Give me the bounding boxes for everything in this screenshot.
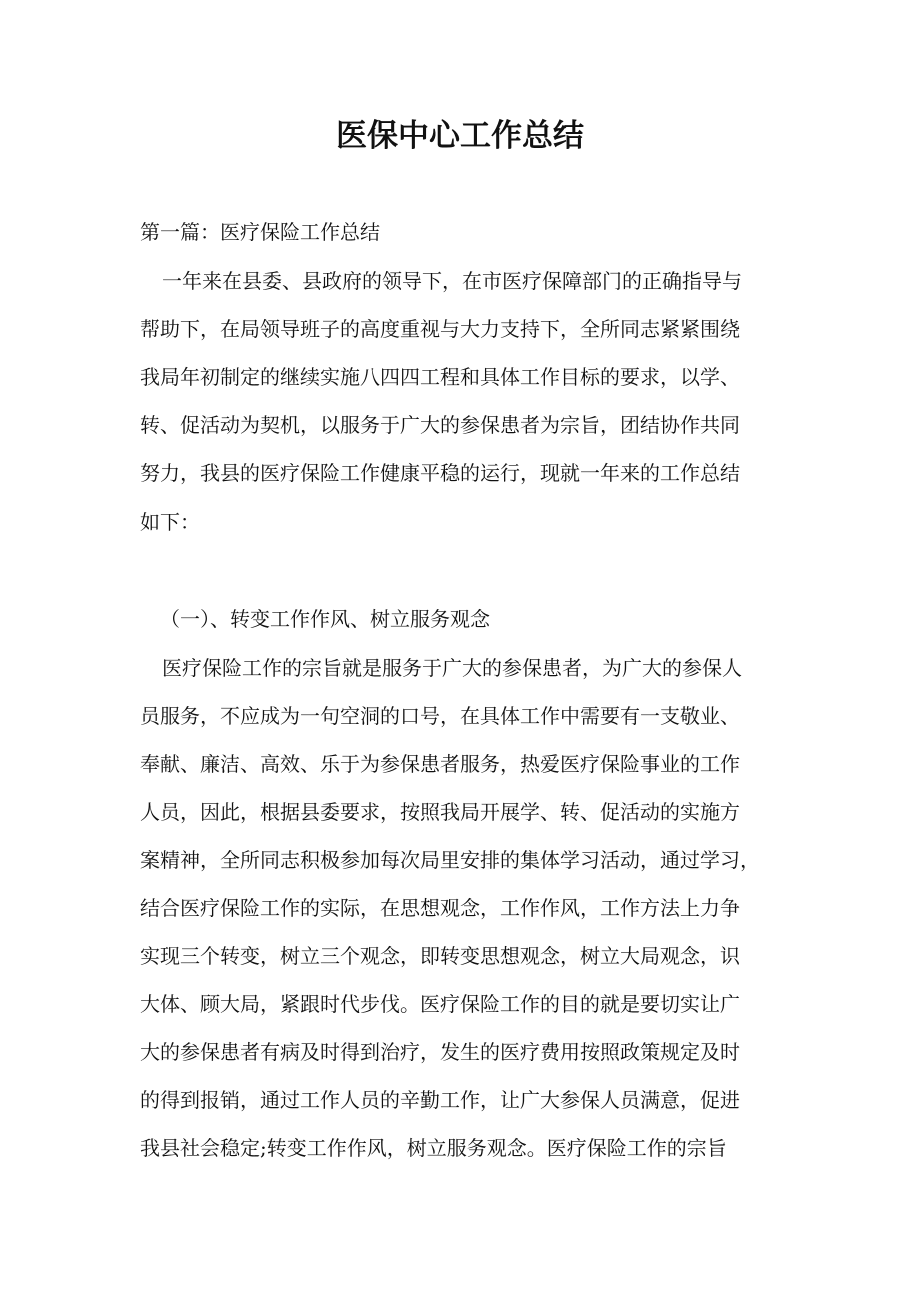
document-title: 医保中心工作总结: [336, 118, 584, 154]
section-line-3: 奉献、廉洁、高效、乐于为参保患者服务，热爱医疗保险事业的工作: [140, 752, 740, 776]
section-line-5: 案精神，全所同志积极参加每次局里安排的集体学习活动，通过学习，: [140, 848, 760, 872]
chapter-heading: 第一篇：医疗保险工作总结: [140, 220, 380, 244]
section-line-6: 结合医疗保险工作的实际，在思想观念，工作作风，工作方法上力争: [140, 896, 740, 920]
section-line-2: 员服务，不应成为一句空洞的口号，在具体工作中需要有一支敬业、: [140, 704, 740, 728]
section-line-10: 的得到报销，通过工作人员的辛勤工作，让广大参保人员满意，促进: [140, 1088, 740, 1112]
section-line-11: 我县社会稳定;转变工作作风，树立服务观念。医疗保险工作的宗旨: [140, 1136, 727, 1160]
section-line-9: 大的参保患者有病及时得到治疗，发生的医疗费用按照政策规定及时: [140, 1040, 740, 1064]
section-line-4: 人员，因此，根据县委要求，按照我局开展学、转、促活动的实施方: [140, 800, 740, 824]
section-heading: （一）、转变工作作风、树立服务观念: [160, 607, 490, 631]
section-line-7: 实现三个转变，树立三个观念，即转变思想观念，树立大局观念，识: [140, 944, 740, 968]
intro-line-2: 帮助下，在局领导班子的高度重视与大力支持下，全所同志紧紧围绕: [140, 317, 740, 341]
intro-line-1: 一年来在县委、县政府的领导下，在市医疗保障部门的正确指导与: [162, 269, 742, 293]
section-line-1: 医疗保险工作的宗旨就是服务于广大的参保患者，为广大的参保人: [162, 656, 742, 680]
intro-line-5: 努力，我县的医疗保险工作健康平稳的运行，现就一年来的工作总结: [140, 461, 740, 485]
intro-line-6: 如下：: [140, 510, 200, 534]
section-line-8: 大体、顾大局，紧跟时代步伐。医疗保险工作的目的就是要切实让广: [140, 992, 740, 1016]
intro-line-4: 转、促活动为契机，以服务于广大的参保患者为宗旨，团结协作共同: [140, 413, 740, 437]
intro-line-3: 我局年初制定的继续实施八四四工程和具体工作目标的要求，以学、: [140, 365, 740, 389]
